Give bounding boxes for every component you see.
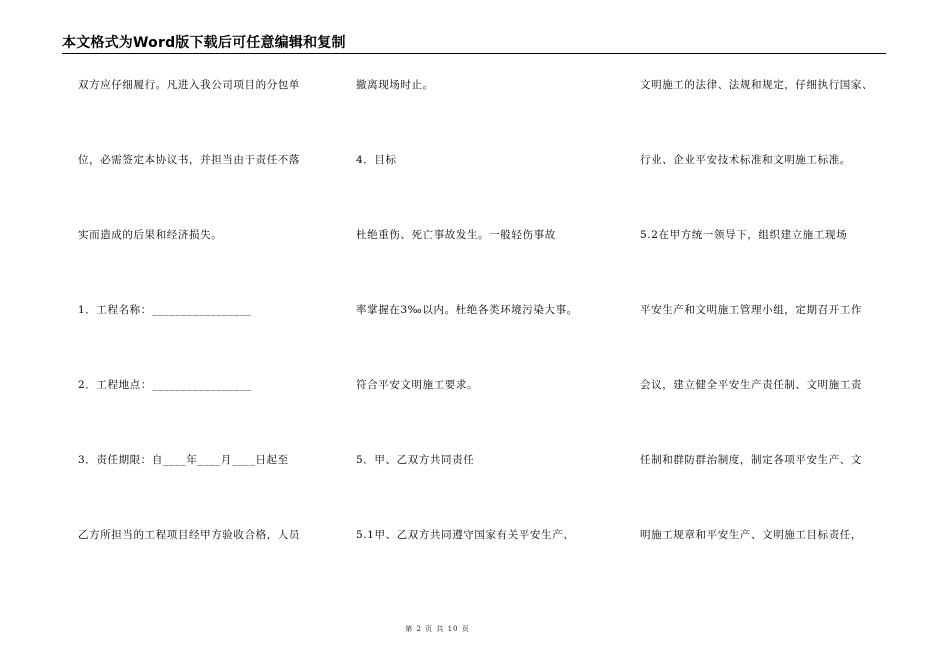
text-line: 撤离现场时止。	[356, 79, 434, 91]
text-line: 文明施工的法律、法规和规定，仔细执行国家、	[640, 79, 874, 91]
text-line: 4．目标	[356, 154, 397, 166]
text-line: 行业、企业平安技术标准和文明施工标准。	[640, 154, 851, 166]
text-line: 符合平安文明施工要求。	[356, 379, 479, 391]
text-line: 3．责任期限：自____年____月____日起至	[78, 454, 289, 466]
text-line: 5．甲、乙双方共同责任	[356, 454, 475, 466]
text-column-1	[78, 0, 328, 672]
text-line: 位，必需签定本协议书，并担当由于责任不落	[78, 154, 300, 166]
text-line: 实而造成的后果和经济损失。	[78, 229, 223, 241]
text-column-3	[640, 0, 900, 672]
text-column-2	[356, 0, 626, 672]
text-line: 杜绝重伤、死亡事故发生。一般轻伤事故	[356, 229, 556, 241]
text-line: 1．工程名称：_________________	[78, 304, 252, 316]
text-line: 乙方所担当的工程项目经甲方验收合格，人员	[78, 529, 300, 541]
text-line: 2．工程地点：_________________	[78, 379, 252, 391]
text-line: 任制和群防群治制度，制定各项平安生产、文	[640, 454, 862, 466]
text-line: 双方应仔细履行。凡进入我公司项目的分包单	[78, 79, 300, 91]
page-number: 第 2 页 共 10 页	[405, 625, 470, 633]
download-banner: 本文格式为Word版下载后可任意编辑和复制	[62, 35, 346, 51]
text-line: 5.1甲、乙双方共同遵守国家有关平安生产、	[356, 529, 575, 541]
text-line: 5.2在甲方统一领导下，组织建立施工现场	[640, 229, 848, 241]
text-line: 平安生产和文明施工管理小组，定期召开工作	[640, 304, 862, 316]
text-line: 率掌握在3‰以内。杜绝各类环境污染大事。	[356, 304, 578, 316]
text-line: 明施工规章和平安生产、文明施工目标责任，	[640, 529, 862, 541]
text-line: 会议，建立健全平安生产责任制、文明施工责	[640, 379, 862, 391]
